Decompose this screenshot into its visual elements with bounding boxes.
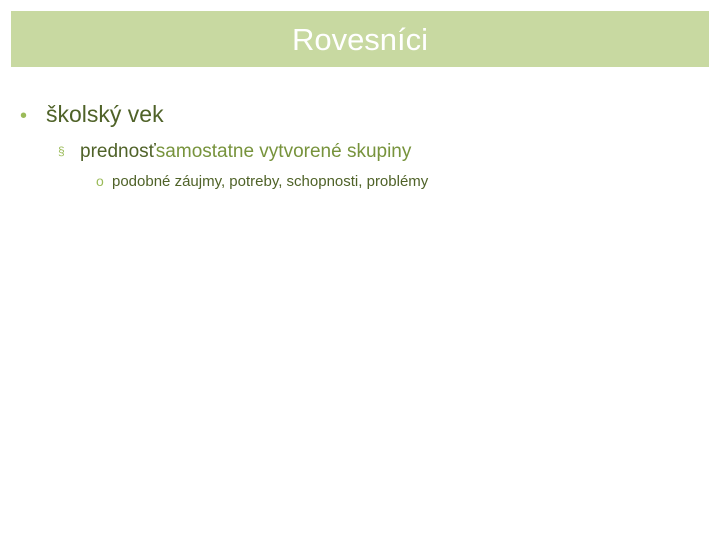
bullet-dot-icon: •: [20, 105, 28, 127]
bullet-level2-text-emphasis: samostatne vytvorené skupiny: [155, 141, 412, 162]
bullet-level1: [20, 101, 164, 128]
bullet-level3-text: podobné záujmy, potreby, schopnosti, problémy: [112, 173, 429, 190]
bullet-level2-text-plain: prednosť: [80, 141, 156, 162]
slide-title: Rovesníci: [291, 21, 429, 57]
bullet-level1-text: školský vek: [46, 101, 164, 127]
circle-bullet-icon: o: [96, 173, 104, 189]
section-sign-icon: §: [58, 144, 65, 158]
bullet-level2: [58, 141, 411, 163]
bullet-level3: [96, 173, 428, 190]
